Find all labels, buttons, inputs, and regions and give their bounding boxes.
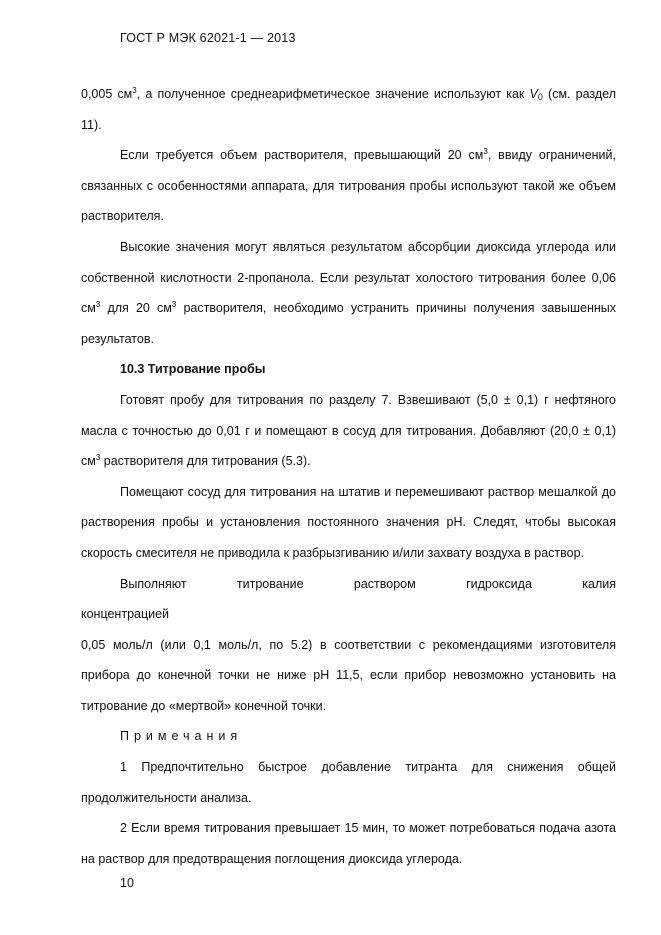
body-text — [81, 79, 616, 874]
text-run: для 20 см — [100, 301, 172, 316]
text-run: растворителя, необходимо устранить причины получения завышенных результатов. — [81, 301, 616, 346]
text-run: (см. раздел 11). — [81, 87, 617, 132]
symbol-v: V — [529, 87, 538, 101]
superscript: 3 — [483, 147, 488, 157]
note-1: 1 Предпочтительно быстрое добавление титранта для снижения общей продолжительности анализа. — [81, 760, 616, 805]
page-number: 10 — [120, 876, 134, 890]
standard-header: ГОСТ Р МЭК 62021-1 — 2013 — [120, 31, 296, 45]
paragraph-5: Помещают сосуд для титрования на штатив и перемешивают раствор мешалкой до растворения пробы и установления постоянного значения pH. Следят, чтобы высокая скорость смесителя не приводила к разбрызгиванию и/или захвату воздуха в раствор. — [81, 484, 616, 560]
text-run: , а полученное среднеарифметическое значение используют как — [136, 87, 530, 101]
paragraph-6-line-1: Выполняют титрование раствором гидроксида калия концентрацией — [81, 576, 616, 622]
text-run: Готовят пробу для титрования по разделу 7. Взвешивают (5,0 ± 0,1) г нефтяного масла с точностью до 0,01 г и помещают в сосуд для титрования. Добавляют (20,0 ± 0,1) см — [81, 392, 616, 469]
text-run: Если требуется объем растворителя, превышающий 20 см — [120, 148, 484, 163]
superscript: 3 — [95, 453, 101, 463]
superscript: 3 — [132, 86, 137, 95]
paragraph-6-rest: 0,05 моль/л (или 0,1 моль/л, по 5.2) в соответствии с рекомендациями изготовителя прибора до конечной точки не ниже pH 11,5, если прибор невозможно установить на титрование до «мертвой» конечной точки. — [81, 637, 616, 713]
notes-title: Примечания — [120, 729, 243, 744]
section-heading: 10.3 Титрование пробы — [120, 362, 266, 377]
superscript: 3 — [171, 300, 177, 310]
text-run: , ввиду ограничений, связанных с особенностями аппарата, для титрования пробы используют такой же объем растворителя. — [81, 148, 616, 224]
note-2: 2 Если время титрования превышает 15 мин, то может потребоваться подача азота на раствор для предотвращения поглощения диоксида углерода. — [81, 821, 616, 866]
text-run: Высокие значения могут являться результатом абсорбции диоксида углерода или собственной кислотности 2-пропанола. Если результат холостого титрования более 0,06 см — [81, 239, 616, 316]
superscript: 3 — [95, 300, 101, 310]
paragraph-2 — [81, 140, 616, 232]
text-run: 0,005 см — [81, 87, 133, 101]
paragraph-1 — [81, 79, 616, 140]
subscript: 0 — [537, 92, 543, 102]
text-run: растворителя для титрования (5.3). — [100, 454, 311, 469]
paragraph-4 — [81, 385, 616, 477]
paragraph-3 — [81, 232, 616, 354]
